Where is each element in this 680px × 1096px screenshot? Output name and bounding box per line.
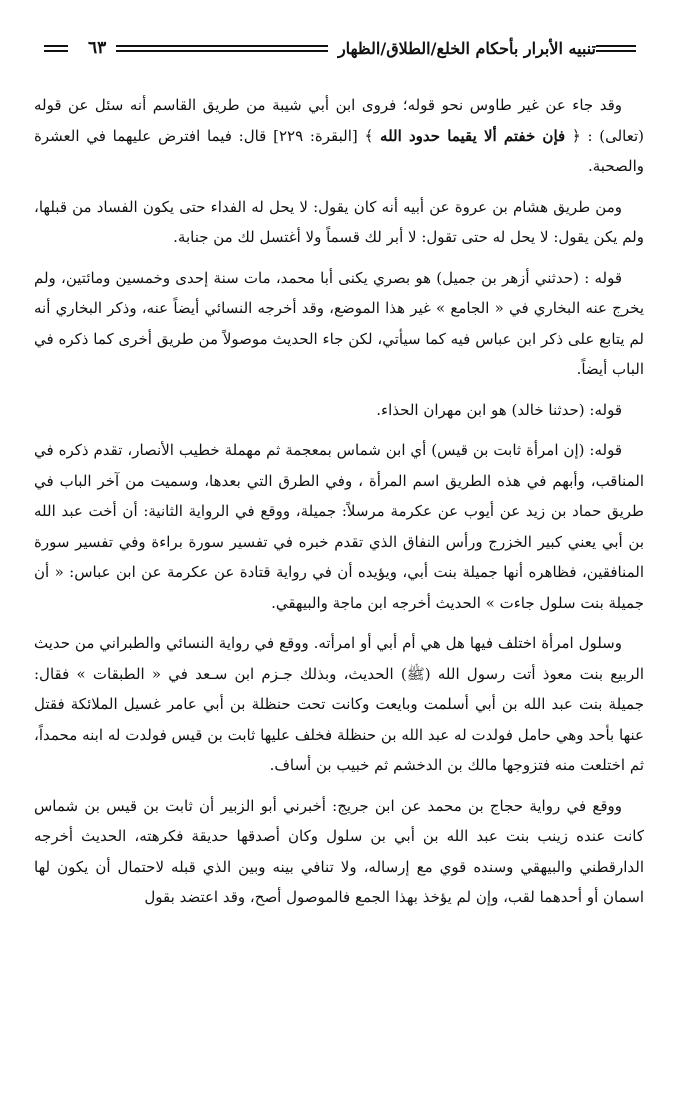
paragraph-5: قوله: (إن امرأة ثابت بن قيس) أي ابن شماس بمعجمة ثم مهملة خطيب الأنصار، تقدم ذكره في المناقب، وأبهم في هذه الطريق اسم المرأة ، وفي الطرق التي بعدها، وسميت من آخر الباب في طريق حماد بن زيد عن أيوب عن عكرمة مرسلاً: جميلة، ووقع في الرواية الثانية: أن أخت عبد الله بن أبي يعني كبير الخزرج ورأس النفاق الذي تقدم خبره في تفسير سورة براءة وفي تفسير سورة المنافقين، فظاهره أنها جميلة بنت أبي، ويؤيده أن في رواية قتادة عن عكرمة عن ابن عباس: « أن جميلة بنت سلول جاءت » الحديث أخرجه ابن ماجة والبيهقي. xyxy=(34,441,644,612)
quran-verse: فإن خفتم ألا يقيما حدود الله xyxy=(380,126,566,145)
paragraph-2: ومن طريق هشام بن عروة عن أبيه أنه كان يقول: لا يحل له الفداء حتى يكون الفساد من قبلها، ولم يكن يقول: لا يحل له حتى تقول: لا أبر لك قسماً ولا أغتسل لك من جنابة. xyxy=(34,197,644,246)
page-body xyxy=(34,90,644,913)
paragraph-1 xyxy=(34,90,644,182)
paragraph-3: قوله : (حدثني أزهر بن جميل) هو بصري يكنى أبا محمد، مات سنة إحدى وخمسين ومائتين، ولم يخرج عنه البخاري في « الجامع » غير هذا الموضع، وقد أخرجه النسائي أيضاً عنه، وذكر البخاري أنه لم يتابع على ذكر ابن عباس فيه كما سيأتي، لكن جاء الحديث موصولاً من طريق أخرى كما ذكره في الباب أيضاً. xyxy=(34,268,644,378)
paragraph-4: قوله: (حدثنا خالد) هو ابن مهران الحذاء. xyxy=(376,400,622,419)
page-header xyxy=(34,28,644,68)
paragraph-6: وسلول امرأة اختلف فيها هل هي أم أبي أو امرأته. ووقع في رواية النسائي والطبراني من حديث الربيع بنت معوذ أتت رسول الله (ﷺ) الحديث، وبذلك جـزم ابن سـعد في « الطبقات » فقال: جميلة بنت عبد الله بن أبي أسلمت وبايعت وكانت تحت حنظلة بن أبي عامر غسيل الملائكة فقتل عنها بأحد وهي حامل فولدت له عبد الله بن حنظلة فخلف عليها ثابت بن قيس فولدت له ابنه محمداً، ثم اختلعت منه فتزوجها مالك بن الدخشم ثم خبيب بن أساف. xyxy=(34,634,644,774)
header-rule-left xyxy=(44,45,68,52)
paragraph-7: ووقع في رواية حجاج بن محمد عن ابن جريج: أخبرني أبو الزبير أن ثابت بن قيس بن شماس كانت عنده زينب بنت عبد الله بن أبي بن سلول وكان أصدقها حديقة فكرهته، الحديث أخرجه الدارقطني والبيهقي وسنده قوي مع إرساله، ولا تنافي بينه وبين الذي قبله لاحتمال أن يكون لها اسمان أو أحدهما لقب، وإن لم يؤخذ بهذا الجمع فالموصول أصح، وقد اعتضد بقول xyxy=(34,796,644,906)
header-rule-right xyxy=(596,45,636,52)
paragraph-1-text-a: وقد جاء عن غير طاوس نحو قوله؛ فروى ابن أبي شيبة من طريق القاسم أنه سئل عن قوله (تعالى) : ﴿ xyxy=(34,96,644,145)
running-title: تنبيه الأبرار بأحكام الخلع/الطلاق/الظهار xyxy=(337,38,596,58)
paragraph-1-text-b: ﴾ [البقرة: ٢٢٩] قال: فيما افترض عليهما في العشرة والصحبة. xyxy=(34,126,644,175)
header-rule-center xyxy=(116,45,328,52)
page-number: ٦٣ xyxy=(88,38,107,58)
